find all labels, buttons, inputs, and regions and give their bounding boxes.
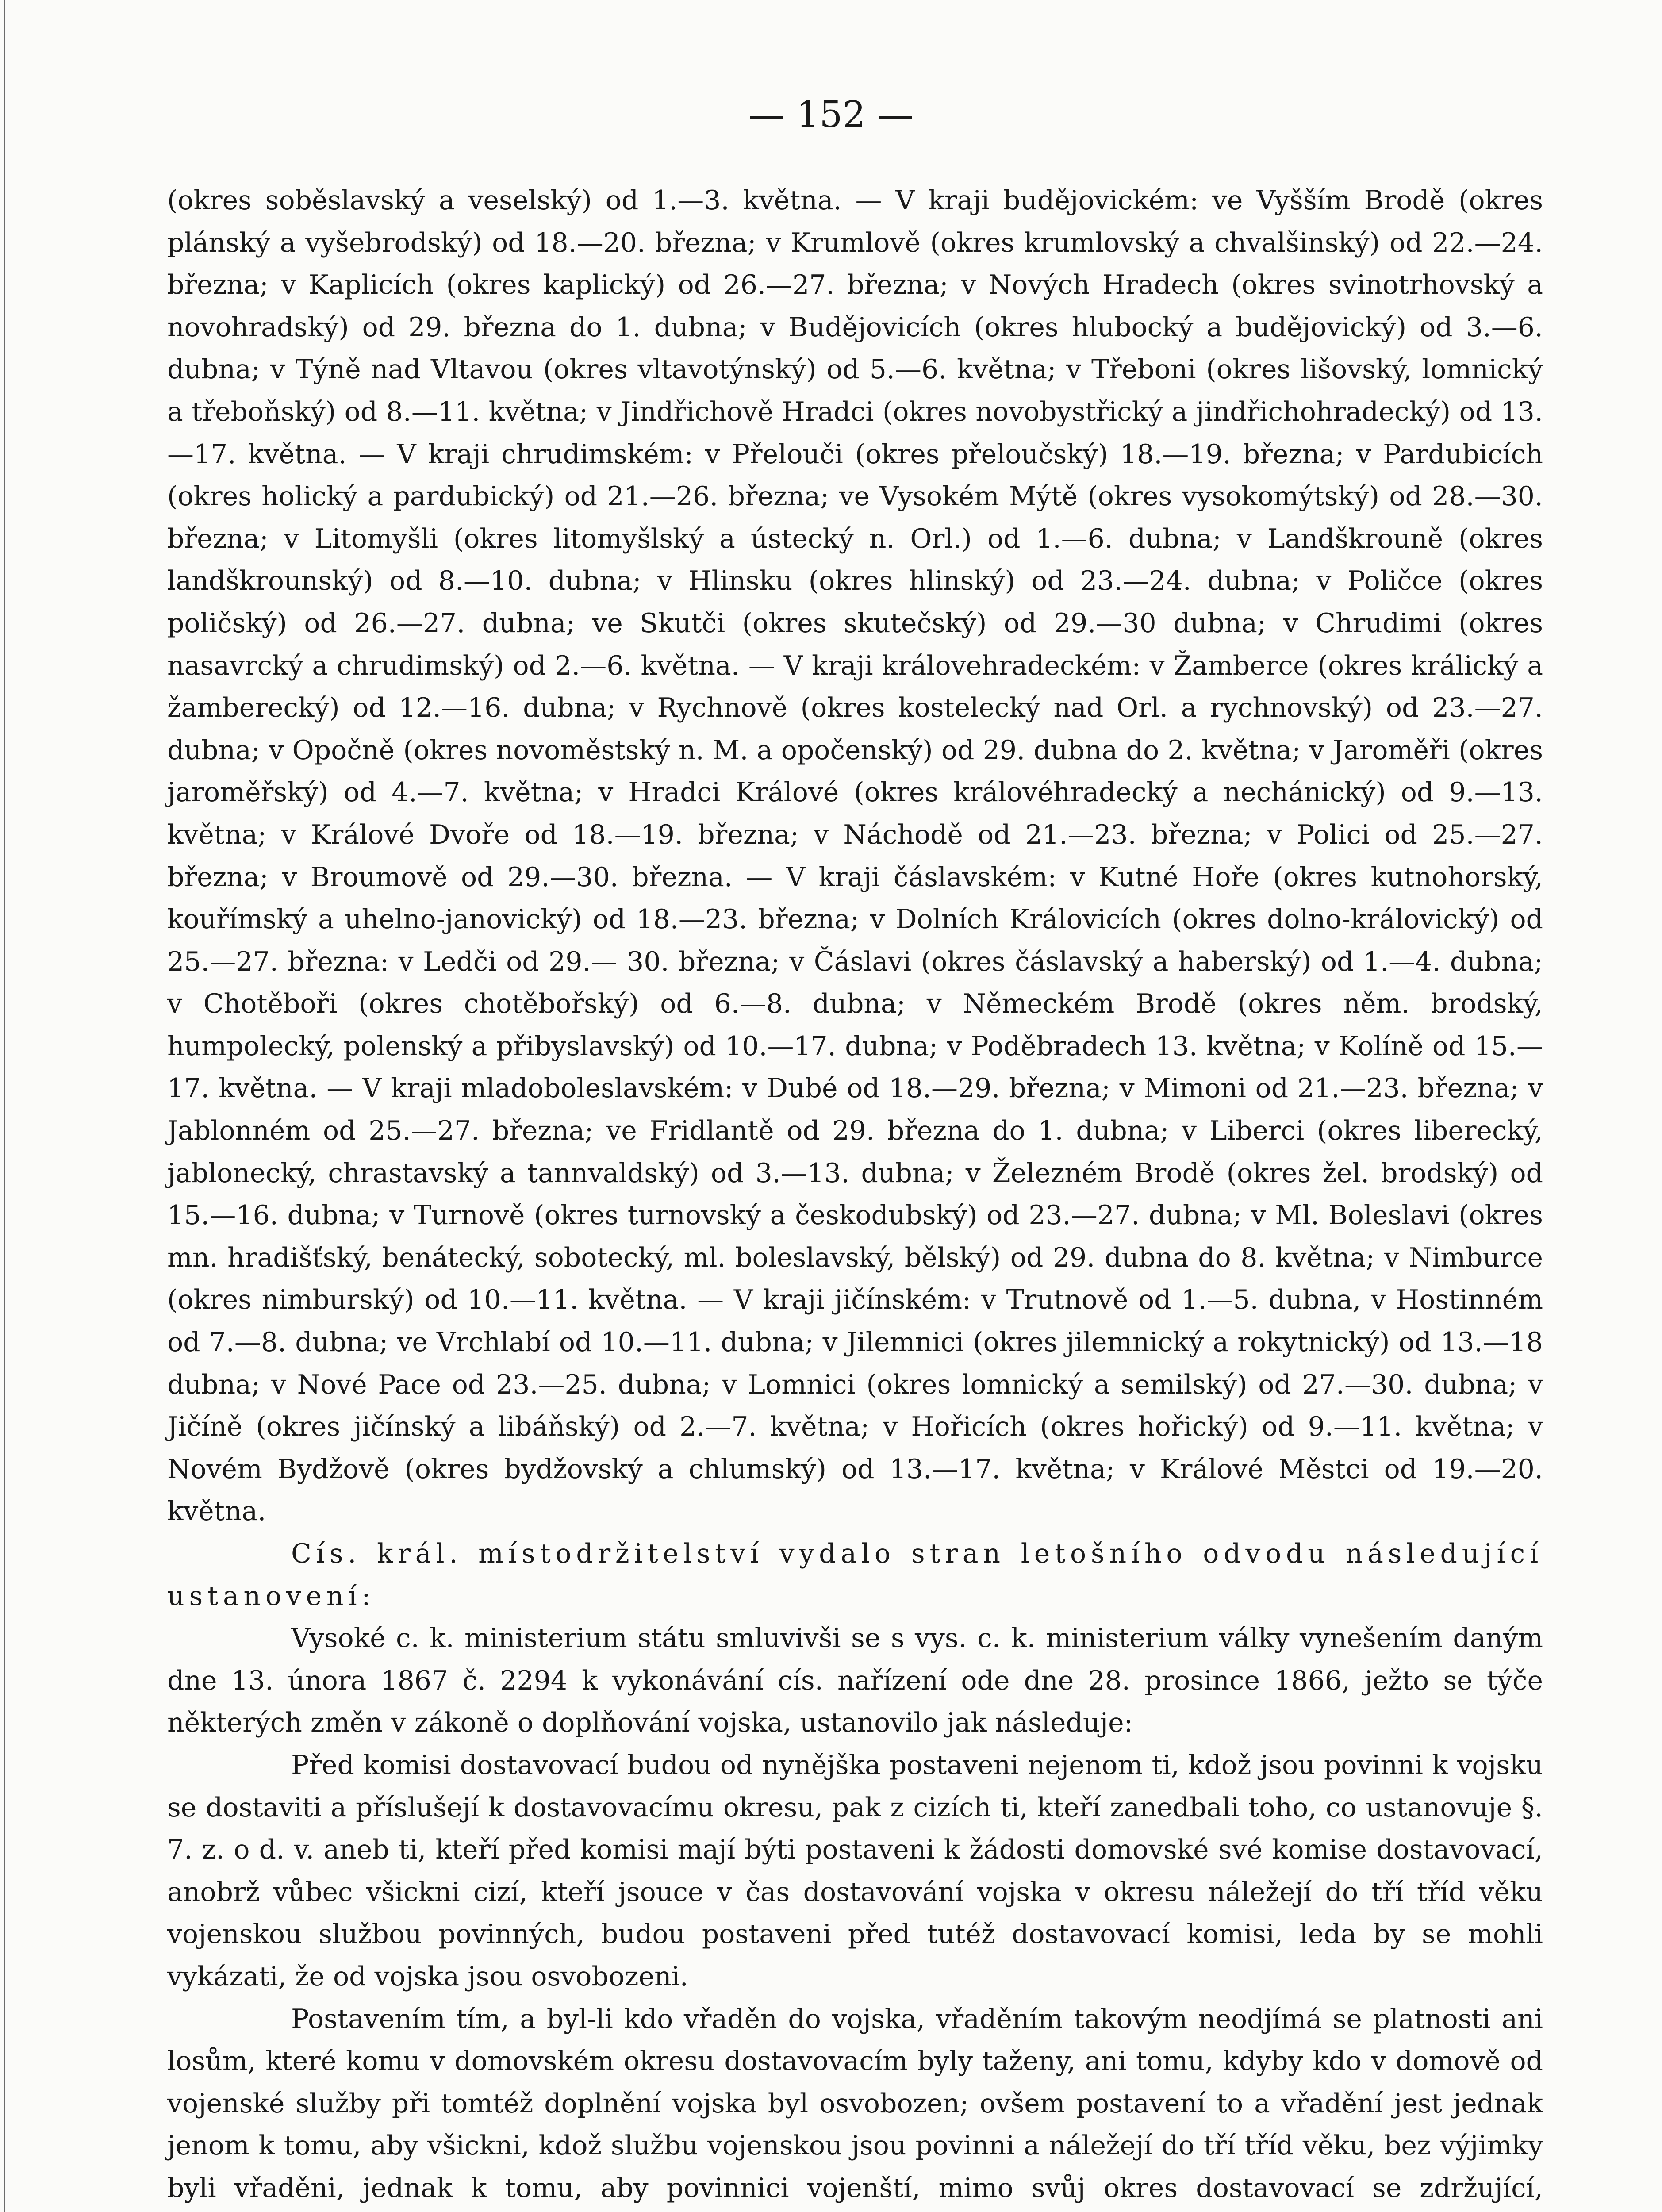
page-number: — 152 — bbox=[748, 94, 914, 136]
paragraph-ministry-decree: Vysoké c. k. ministerium státu smluvivši se s vys. c. k. ministerium války vynešením daným dne 13. února 1867 č. 2294 k vykonávání cís. nařízení ode dne 28. prosince 1866, ježto se týče některých změn v zákoně o doplňování vojska, ustanovilo jak následuje: bbox=[167, 1623, 1543, 1739]
paragraph-commission-rules: Před komisi dostavovací budou od nynějška postaveni nejenom ti, kdož jsou povinni k vojsku se dostaviti a příslušejí k dostavovacímu okresu, pak z cizích ti, kteří zanedbali toho, co ustanovuje §. 7. z. o d. v. aneb ti, kteří před komisi mají býti postaveni k žádosti domovské své komise dostavovací, anobrž vůbec všickni cizí, kteří jsouce v čas dostavování vojska v okresu náležejí do tří tříd věku vojenskou službou povinných, budou postaveni před tutéž dostavovací komisi, leda by se mohli vykázati, že od vojska jsou osvobozeni. bbox=[167, 1749, 1543, 1992]
scan-edge bbox=[4, 0, 5, 2212]
paragraph-enlistment-validity: Postavením tím, a byl-li kdo vřaděn do vojska, vřaděním takovým neodjímá se platnosti ani losům, které komu v domovském okresu dostavovacím byly taženy, ani tomu, kdyby kdo v domově od vojenské služby při tomtéž doplnění vojska byl osvobozen; ovšem postavení to a vřadění jest jednak jenom k tomu, aby všickni, kdož službu vojenskou jsou povinni a náležejí do tří tříd věku, bez výjimky byli vřaděni, jednak k tomu, aby povinnici vojenští, mimo svůj okres dostavovací se zdržující, bbox=[167, 2003, 1543, 2204]
body-text bbox=[167, 180, 1543, 2212]
paragraph-announcement: Cís. král. místodržitelství vydalo stran letošního odvodu následující ustanovení: bbox=[167, 1538, 1543, 1612]
paragraph-recruitment-schedule: (okres soběslavský a veselský) od 1.—3. května. — V kraji budějovickém: ve Vyšším Brodě (okres plánský a vyšebrodský) od 18.—20. března; v Krumlově (okres krumlovský a chvalšinský) od 22.—24. března; v Kaplicích (okres kaplický) od 26.—27. března; v Nových Hradech (okres svinotrhovský a novohradský) od 29. března do 1. dubna; v Budějovicích (okres hlubocký a budějovický) od 3.—6. dubna; v Týně nad Vltavou (okres vltavotýnský) od 5.—6. května; v Třeboni (okres lišovský, lomnický a třeboňský) od 8.—11. května; v Jindřichově Hradci (okres novobystřický a jindřichohradecký) od 13.—17. května. — V kraji chrudimském: v Přelouči (okres přeloučský) 18.—19. března; v Pardubicích (okres holický a pardubický) od 21.—26. března; ve Vysokém Mýtě (okres vysokomýtský) od 28.—30. března; v Litomyšli (okres litomyšlský a ústecký n. Orl.) od 1.—6. dubna; v Landškrouně (okres landškrounský) od 8.—10. dubna; v Hlinsku (okres hlinský) od 23.—24. dubna; v Poličce (okres poličský) od 26.—27. dubna; ve Skutči (okres skutečský) od 29.—30 dubna; v Chrudimi (okres nasavrcký a chrudimský) od 2.—6. května. — V kraji královehradeckém: v Žamberce (okres králický a žamberecký) od 12.—16. dubna; v Rychnově (okres kostelecký nad Orl. a rychnovský) od 23.—27. dubna; v Opočně (okres novoměstský n. M. a opočenský) od 29. dubna do 2. května; v Jaroměři (okres jaroměřský) od 4.—7. května; v Hradci Králové (okres královéhradecký a nechánický) od 9.—13. května; v Králové Dvoře od 18.—19. března; v Náchodě od 21.—23. března; v Polici od 25.—27. března; v Broumově od 29.—30. března. — V kraji čáslavském: v Kutné Hoře (okres kutnohorský, kouřímský a uhelno-janovický) od 18.—23. března; v Dolních Královicích (okres dolno-královický) od 25.—27. března: v Ledči od 29.— 30. března; v Čáslavi (okres čáslavský a haberský) od 1.—4. dubna; v Chotěboři (okres chotěbořský) od 6.—8. dubna; v Německém Brodě (okres něm. brodský, humpolecký, polenský a přibyslavský) od 10.—17. dubna; v Poděbradech 13. května; v Kolíně od 15.—17. května. — V kraji mladoboleslavském: v Dubé od 18.—29. března; v Mimoni od 21.—23. března; v Jablonném od 25.—27. března; ve Fridlantě od 29. března do 1. dubna; v Liberci (okres liberecký, jablonecký, chrastavský a tannvaldský) od 3.—13. dubna; v Železném Brodě (okres žel. brodský) od 15.—16. dubna; v Turnově (okres turnovský a českodubský) od 23.—27. dubna; v Ml. Boleslavi (okres mn. hradišťský, benátecký, sobotecký, ml. boleslavský, bělský) od 29. dubna do 8. května; v Nimburce (okres nimburský) od 10.—11. května. — V kraji jičínském: v Trutnově od 1.—5. dubna, v Hostinném od 7.—8. dubna; ve Vrchlabí od 10.—11. dubna; v Jilemnici (okres jilemnický a rokytnický) od 13.—18 dubna; v Nové Pace od 23.—25. dubna; v Lomnici (okres lomnický a semilský) od 27.—30. dubna; v Jičíně (okres jičínský a libáňský) od 2.—7. května; v Hořicích (okres hořický) od 9.—11. května; v Novém Bydžově (okres bydžovský a chlumský) od 13.—17. května; v Králové Městci od 19.—20. května. bbox=[167, 185, 1543, 1527]
